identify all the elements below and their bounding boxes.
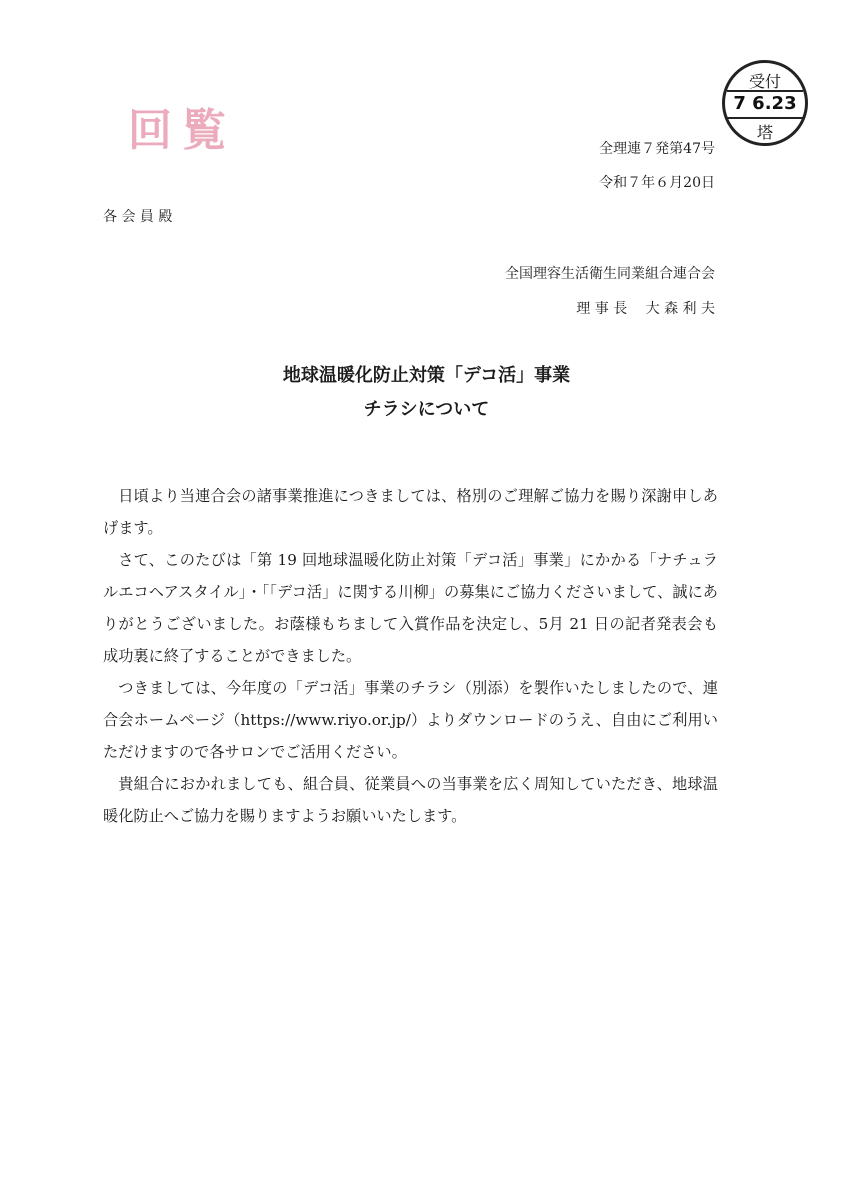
document-date: 令和７年６月20日: [599, 175, 715, 191]
received-stamp-label: 受付: [748, 72, 781, 91]
recipient: 各 会 員 殿: [103, 209, 173, 225]
paragraph: 日頃より当連合会の諸事業推進につきましては、格別のご理解ご協力を賜り深謝申しあげます。: [103, 487, 718, 537]
document-number: 全理連７発第47号: [599, 141, 715, 157]
paragraph: つきましては、今年度の「デコ活」事業のチラシ（別添）を製作いたしましたので、連合会ホームページ（https://www.riyo.or.jp/）よりダウンロードのうえ、自由にご利用いただけますので各サロンでご活用ください。: [103, 679, 718, 761]
received-stamp-date: 7 6.23: [733, 93, 797, 114]
sender-title-name: 理 事 長 大 森 利 夫: [576, 301, 715, 317]
received-date-stamp: [722, 60, 808, 146]
page-title-line1: 地球温暖化防止対策「デコ活」事業: [282, 365, 571, 386]
sender-organization: 全国理容生活衛生同業組合連合会: [505, 266, 715, 282]
paragraph: 貴組合におかれましても、組合員、従業員への当事業を広く周知していただき、地球温暖化防止へご協力を賜りますようお願いいたします。: [103, 775, 718, 825]
paragraph: さて、このたびは「第 19 回地球温暖化防止対策「デコ活」事業」にかかる「ナチュラルエコヘアスタイル」・「「デコ活」に関する川柳」の募集にご協力くださいまして、誠にありがとうございました。お蔭様もちまして入賞作品を決定し、5月 21 日の記者発表会も成功裏に終了することができました。: [103, 551, 718, 665]
reviewed-stamp: 回覧: [128, 105, 236, 156]
body-text: [103, 480, 718, 832]
page-title-line2: チラシについて: [363, 399, 490, 420]
received-stamp-bottom: 塔: [756, 123, 773, 142]
